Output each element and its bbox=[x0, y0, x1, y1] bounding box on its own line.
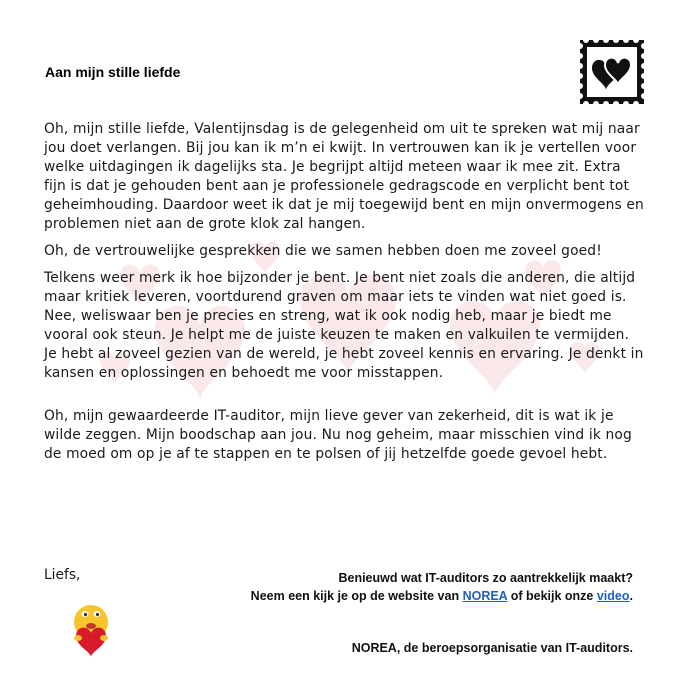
paragraph: Oh, mijn stille liefde, Valentijnsdag is de gelegenheid om uit te spreken wat mij naar jou doet verlangen. Bij jou kan ik m’n ei kwijt. In vertrouwen kan ik je vertellen voor welke uitdagingen ik dagelijks sta. Je begrijpt altijd meteen waar ik mee zit. Extra fijn is dat je gehouden bent aan je professionele gedragscode en verplicht bent tot geheimhouding. Daardoor weet ik dat je mij toegewijd bent en mijn onvermogens en problemen niet aan de grote klok zal hangen. bbox=[44, 121, 644, 232]
promo-text: Neem een kijk je op de website van bbox=[250, 589, 463, 603]
promo-text: . bbox=[629, 589, 633, 603]
footer-text: NOREA, de beroepsorganisatie van IT-auditors. bbox=[351, 641, 633, 655]
letter-title: Aan mijn stille liefde bbox=[45, 64, 181, 80]
letter-body bbox=[44, 120, 644, 472]
promo-line-2 bbox=[251, 587, 633, 605]
paragraph: Oh, de vertrouwelijke gesprekken die we samen hebben doen me zoveel goed! bbox=[44, 243, 602, 259]
video-link[interactable]: video bbox=[596, 589, 630, 603]
promo-block bbox=[251, 569, 633, 605]
heart-hugging-emoji-icon bbox=[70, 600, 112, 658]
paragraph: Telkens weer merk ik hoe bijzonder je bent. Je bent niet zoals die anderen, die altijd maar kritiek leveren, voortdurend graven om maar iets te vinden wat niet goed is. Nee, weliswaar ben je precies en streng, wat ik ook nodig heb, maar je biedt me vooral ook steun. Je helpt me de juiste keuzen te maken en valkuilen te vermijden. Je hebt al zoveel gezien van de wereld, je hebt zoveel kennis en ervaring. Je denkt in kansen en oplossingen en behoedt me voor misstappen. bbox=[44, 270, 644, 381]
promo-line-1: Benieuwd wat IT-auditors zo aantrekkelijk maakt? bbox=[338, 571, 633, 585]
promo-text: of bekijk onze bbox=[507, 589, 597, 603]
norea-link[interactable]: NOREA bbox=[462, 589, 508, 603]
heart-stamp-icon bbox=[576, 36, 648, 108]
closing: Liefs, bbox=[44, 567, 81, 583]
paragraph: Oh, mijn gewaardeerde IT-auditor, mijn lieve gever van zekerheid, dit is wat ik je wilde zeggen. Mijn boodschap aan jou. Nu nog geheim, maar misschien vind ik nog de moed om op je af te stappen en te polsen of jij hetzelfde goede gevoel hebt. bbox=[44, 408, 632, 462]
